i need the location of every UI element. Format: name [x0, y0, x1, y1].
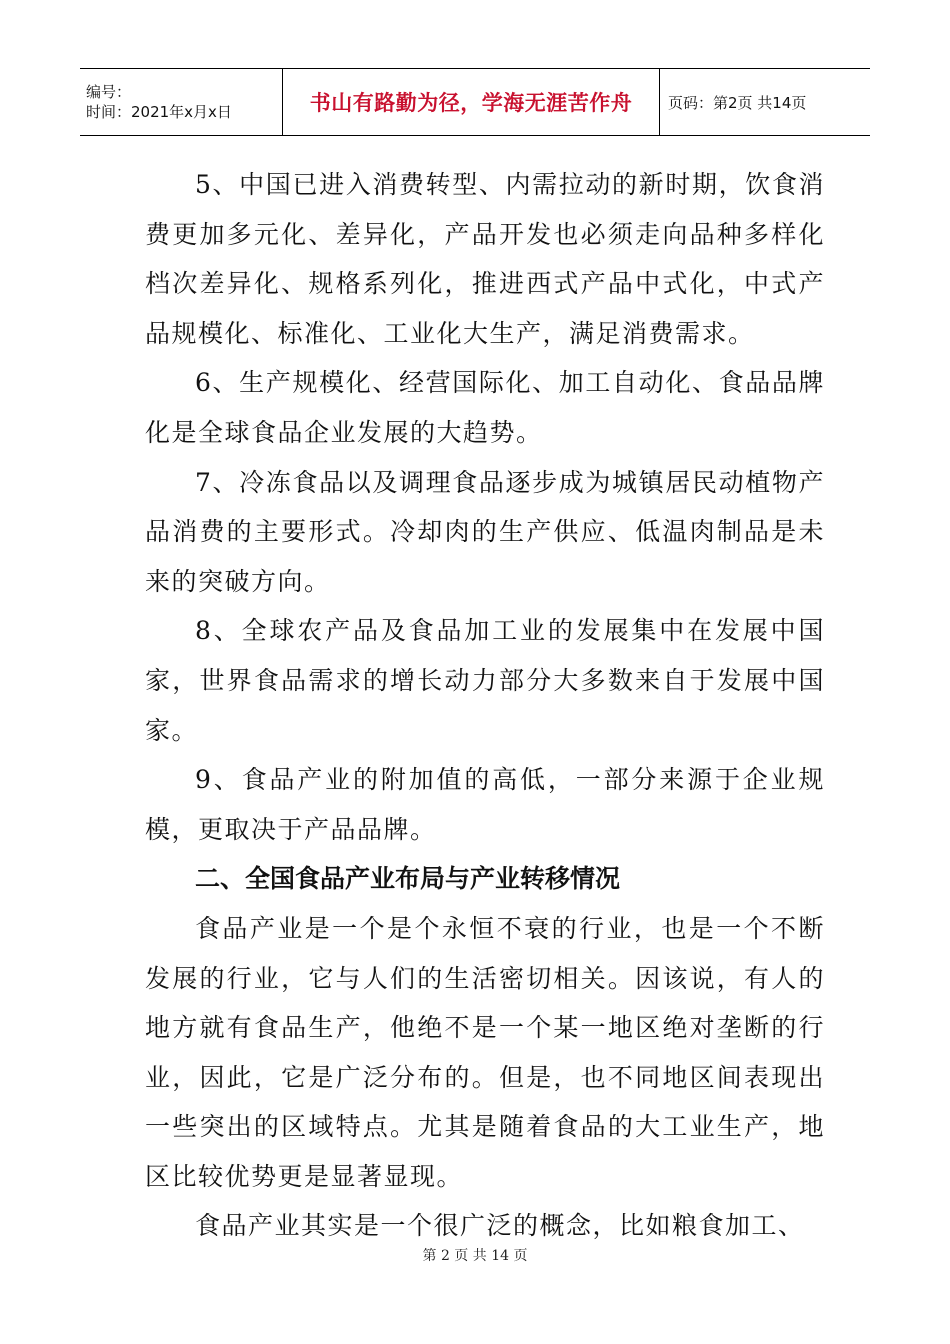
- paragraph-5: 5、中国已进入消费转型、内需拉动的新时期，饮食消费更加多元化、差异化，产品开发也必须走向品种多样化档次差异化、规格系列化，推进西式产品中式化，中式产品规模化、标准化、工业化大生产，满足消费需求。: [145, 170, 825, 348]
- header-meta: [80, 69, 283, 135]
- paragraph-7: 7、冷冻食品以及调理食品逐步成为城镇居民动植物产品消费的主要形式。冷却肉的生产供应、低温肉制品是未来的突破方向。: [145, 467, 825, 596]
- section-paragraph-2: 食品产业其实是一个很广泛的概念，比如粮食加工、: [195, 1211, 805, 1241]
- paragraph-6: 6、生产规模化、经营国际化、加工自动化、食品品牌化是全球食品企业发展的大趋势。: [145, 368, 825, 447]
- header-page-cell: [660, 69, 870, 135]
- page-footer: [0, 1245, 950, 1265]
- page-header: [80, 68, 870, 136]
- document-number-label: 编号：: [86, 83, 132, 101]
- section-heading: 二、全国食品产业布局与产业转移情况: [195, 864, 621, 894]
- document-time-label: 时间：2021年x月x日: [86, 103, 232, 121]
- header-page-info: 页码：第2页 共14页: [668, 93, 807, 112]
- paragraph-9: 9、食品产业的附加值的高低，一部分来源于企业规模，更取决于产品品牌。: [145, 765, 825, 844]
- footer-page-number: 第 2 页 共 14 页: [422, 1248, 528, 1264]
- header-motto-cell: [283, 69, 660, 135]
- document-body: [145, 160, 825, 1251]
- header-motto: 书山有路勤为径，学海无涯苦作舟: [309, 91, 633, 115]
- paragraph-8: 8、全球农产品及食品加工业的发展集中在发展中国家，世界食品需求的增长动力部分大多数来自于发展中国家。: [145, 616, 825, 745]
- section-paragraph-1: 食品产业是一个是个永恒不衰的行业，也是一个不断发展的行业，它与人们的生活密切相关。因该说，有人的地方就有食品生产，他绝不是一个某一地区绝对垄断的行业，因此，它是广泛分布的。但是，也不同地区间表现出一些突出的区域特点。尤其是随着食品的大工业生产，地区比较优势更是显著显现。: [145, 913, 825, 1191]
